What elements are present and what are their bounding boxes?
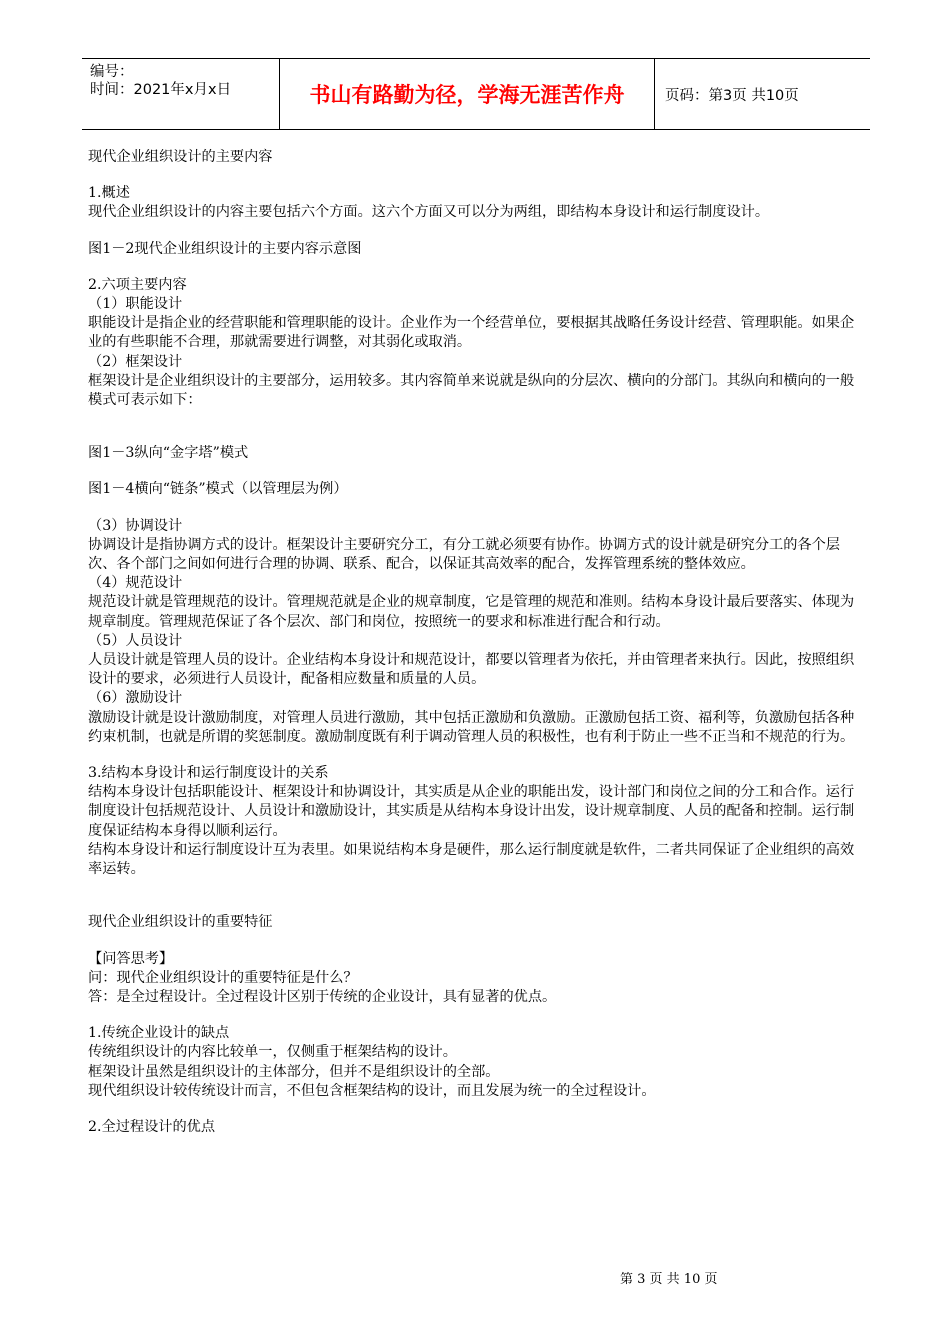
paragraph: 框架设计虽然是组织设计的主体部分，但并不是组织设计的全部。 bbox=[88, 1063, 500, 1080]
blank-line bbox=[88, 1101, 868, 1118]
blank-line bbox=[88, 167, 868, 184]
header-meta bbox=[82, 59, 280, 129]
blank-line bbox=[88, 410, 868, 427]
date-line: 时间：2021年x月x日 bbox=[90, 82, 232, 98]
page-footer: 第 3 页 共 10 页 bbox=[620, 1272, 718, 1287]
paragraph: 人员设计就是管理人员的设计。企业结构本身设计和规范设计，都要以管理者为依托，并由管理者来执行。因此，按照组织设计的要求，必须进行人员设计，配备相应数量和质量的人员。 bbox=[88, 652, 855, 688]
paragraph: 结构本身设计包括职能设计、框架设计和协调设计，其实质是从企业的职能出发，设计部门和岗位之间的分工和合作。运行制度设计包括规范设计、人员设计和激励设计，其实质是从结构本身设计出发，设计规章制度、人员的配备和控制。运行制度保证结构本身得以顺利运行。 bbox=[88, 784, 855, 839]
blank-line bbox=[88, 896, 868, 913]
paragraph: 3.结构本身设计和运行制度设计的关系 bbox=[88, 765, 329, 782]
paragraph: 激励设计就是设计激励制度，对管理人员进行激励，其中包括正激励和负激励。正激励包括工资、福利等，负激励包括各种约束机制，也就是所谓的奖惩制度。激励制度既有利于调动管理人员的积极性，也有利于防止一些不正当和不规范的行为。 bbox=[88, 709, 855, 745]
page-header bbox=[82, 58, 870, 130]
paragraph: 职能设计是指企业的经营职能和管理职能的设计。企业作为一个经营单位，要根据其战略任务设计经营、管理职能。如果企业的有些职能不合理，那就需要进行调整，对其弱化或取消。 bbox=[88, 315, 855, 351]
paragraph: （6）激励设计 bbox=[88, 690, 183, 707]
paragraph: 现代企业组织设计的主要内容 bbox=[88, 149, 273, 165]
blank-line bbox=[88, 500, 868, 517]
blank-line bbox=[88, 463, 868, 480]
paragraph: 2.六项主要内容 bbox=[88, 276, 187, 293]
paragraph: 图1－2现代企业组织设计的主要内容示意图 bbox=[88, 240, 362, 257]
paragraph: 协调设计是指协调方式的设计。框架设计主要研究分工，有分工就必须要有协作。协调方式的设计就是研究分工的各个层次、各个部门之间如何进行合理的协调、联系、配合，以保证其高效率的配合，发挥管理系统的整体效应。 bbox=[88, 536, 840, 573]
paragraph: 规范设计就是管理规范的设计。管理规范就是企业的规章制度，它是管理的规范和准则。结构本身设计最后要落实、体现为规章制度。管理规范保证了各个层次、部门和岗位，按照统一的要求和标准进行配合和行动。 bbox=[88, 594, 855, 630]
paragraph: 1.传统企业设计的缺点 bbox=[88, 1025, 230, 1042]
blank-line bbox=[88, 259, 868, 276]
paragraph: 问：现代企业组织设计的重要特征是什么？ bbox=[88, 969, 358, 986]
paragraph: （5）人员设计 bbox=[88, 632, 183, 649]
paragraph: 结构本身设计和运行制度设计互为表里。如果说结构本身是硬件，那么运行制度就是软件，二者共同保证了企业组织的高效率运转。 bbox=[88, 841, 855, 878]
paragraph: 现代企业组织设计的重要特征 bbox=[88, 914, 273, 931]
blank-line bbox=[88, 879, 868, 896]
paragraph: （4）规范设计 bbox=[88, 575, 183, 592]
paragraph: 图1－4横向“链条”模式（以管理层为例） bbox=[88, 481, 348, 498]
serial-label: 编号： bbox=[90, 64, 134, 80]
blank-line bbox=[88, 747, 868, 764]
paragraph: 图1－3纵向“金字塔”模式 bbox=[88, 445, 249, 462]
header-motto: 书山有路勤为径，学海无涯苦作舟 bbox=[280, 59, 655, 129]
paragraph: 2.全过程设计的优点 bbox=[88, 1118, 216, 1135]
blank-line bbox=[88, 933, 868, 950]
paragraph: 现代企业组织设计的内容主要包括六个方面。这六个方面又可以分为两组，即结构本身设计和运行制度设计。 bbox=[88, 204, 770, 221]
document-body bbox=[88, 148, 868, 1137]
paragraph: 1.概述 bbox=[88, 185, 130, 202]
paragraph: （2）框架设计 bbox=[88, 353, 183, 370]
paragraph: 框架设计是企业组织设计的主要部分，运用较多。其内容简单来说就是纵向的分层次、横向的分部门。其纵向和横向的一般模式可表示如下： bbox=[88, 372, 855, 409]
paragraph: 答：是全过程设计。全过程设计区别于传统的企业设计，具有显著的优点。 bbox=[88, 988, 557, 1005]
header-page-info: 页码：第3页 共10页 bbox=[665, 87, 799, 104]
paragraph: 现代组织设计较传统设计而言，不但包含框架结构的设计，而且发展为统一的全过程设计。 bbox=[88, 1082, 656, 1099]
paragraph: （1）职能设计 bbox=[88, 296, 183, 313]
paragraph: 传统组织设计的内容比较单一，仅侧重于框架结构的设计。 bbox=[88, 1044, 457, 1061]
paragraph: 【问答思考】 bbox=[88, 950, 174, 967]
blank-line bbox=[88, 427, 868, 444]
blank-line bbox=[88, 1007, 868, 1024]
paragraph: （3）协调设计 bbox=[88, 517, 183, 534]
blank-line bbox=[88, 223, 868, 240]
